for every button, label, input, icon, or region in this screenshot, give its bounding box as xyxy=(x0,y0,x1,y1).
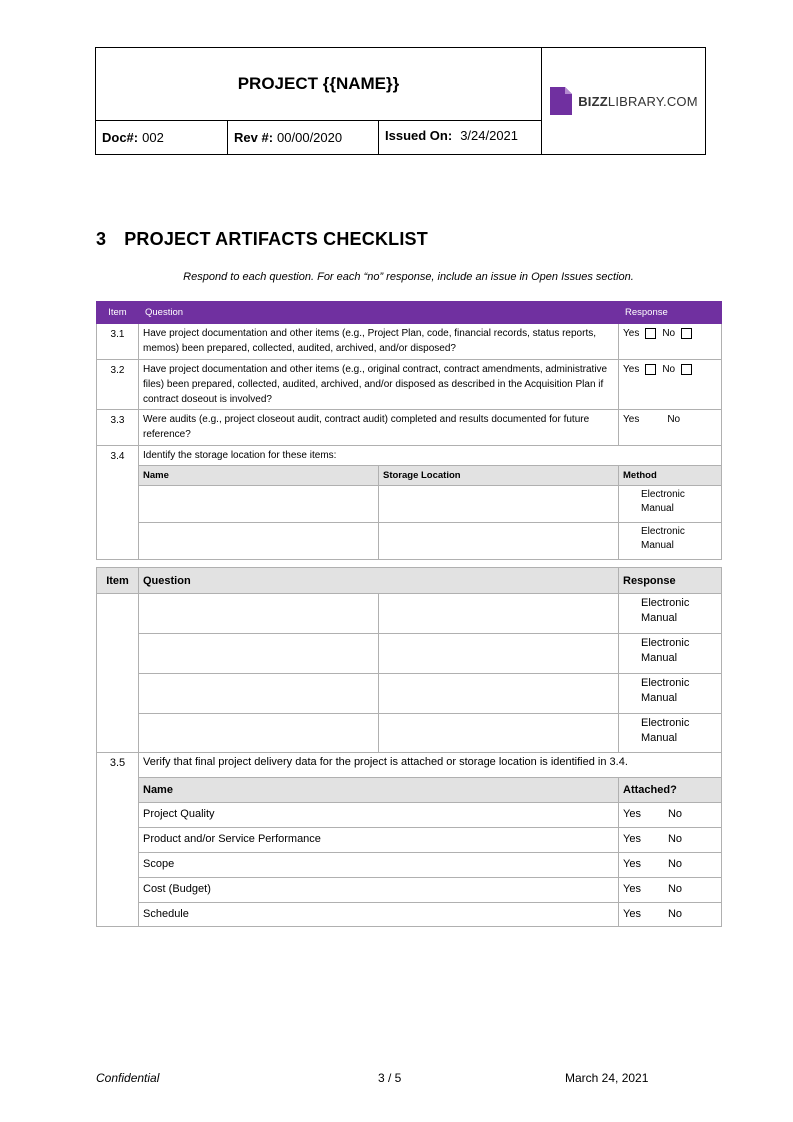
footer-date: March 24, 2021 xyxy=(565,1071,649,1085)
yes-checkbox[interactable] xyxy=(645,328,656,339)
artifacts-checklist-table-continued xyxy=(96,567,722,927)
header-item: Item xyxy=(97,302,139,324)
storage-row xyxy=(97,634,722,674)
issued-cell: Issued On: 3/24/2021 xyxy=(379,121,542,154)
doc-number-cell: Doc#: 002 xyxy=(96,121,228,154)
attached-cell: Yes No xyxy=(619,853,722,878)
delivery-data-row xyxy=(97,878,722,903)
sub-header-row xyxy=(97,778,722,803)
storage-input-cell[interactable] xyxy=(379,523,619,560)
delivery-item-name: Scope xyxy=(139,853,619,878)
item-number: 3.5 xyxy=(97,753,139,927)
delivery-item-name: Schedule xyxy=(139,903,619,927)
header-method: Method xyxy=(619,466,722,486)
question-text: Identify the storage location for these items: xyxy=(139,446,722,466)
question-text: Were audits (e.g., project closeout audit, contract audit) completed and results documented for future reference? xyxy=(139,410,619,446)
delivery-data-row xyxy=(97,903,722,927)
question-text: Have project documentation and other items (e.g., original contract, contract amendments, administrative files) been prepared, collected, audited, archived, and/or disposed as described in the Acquisition Plan if contract doseout is involved? xyxy=(139,360,619,410)
storage-row xyxy=(97,674,722,714)
company-logo xyxy=(542,48,706,154)
table-row xyxy=(97,324,722,360)
method-cell: Electronic Manual xyxy=(619,634,722,674)
revision-cell: Rev #: 00/00/2020 xyxy=(228,121,379,154)
table-row xyxy=(97,446,722,466)
response-cell: Yes No xyxy=(619,324,722,360)
table-row xyxy=(97,753,722,778)
name-input-cell[interactable] xyxy=(139,714,379,753)
footer-confidential: Confidential xyxy=(96,1071,160,1085)
footer-page-number: 3 / 5 xyxy=(378,1071,402,1085)
attached-cell: Yes No xyxy=(619,878,722,903)
storage-input-cell[interactable] xyxy=(379,674,619,714)
storage-row xyxy=(97,486,722,523)
item-number xyxy=(97,594,139,753)
storage-input-cell[interactable] xyxy=(379,486,619,523)
header-question: Question xyxy=(139,568,619,594)
question-text: Have project documentation and other items (e.g., Project Plan, code, financial records, status reports, memos) been prepared, collected, audited, archived, and/or disposed? xyxy=(139,324,619,360)
header-name: Name xyxy=(139,466,379,486)
header-attached: Attached? xyxy=(619,778,722,803)
yes-checkbox[interactable] xyxy=(645,364,656,375)
delivery-item-name: Cost (Budget) xyxy=(139,878,619,903)
no-checkbox[interactable] xyxy=(681,364,692,375)
method-cell: Electronic Manual xyxy=(619,674,722,714)
sub-header-row xyxy=(97,466,722,486)
delivery-data-row xyxy=(97,803,722,828)
project-title: PROJECT {{NAME}} xyxy=(96,48,542,121)
header-question: Question xyxy=(139,302,619,324)
item-number: 3.2 xyxy=(97,360,139,410)
attached-cell: Yes No xyxy=(619,803,722,828)
storage-input-cell[interactable] xyxy=(379,634,619,674)
question-text: Verify that final project delivery data for the project is attached or storage location is identified in 3.4. xyxy=(139,753,722,778)
name-input-cell[interactable] xyxy=(139,523,379,560)
method-cell: Electronic Manual xyxy=(619,594,722,634)
delivery-data-row xyxy=(97,828,722,853)
response-cell: Yes No xyxy=(619,360,722,410)
table-header-row xyxy=(97,302,722,324)
storage-row xyxy=(97,523,722,560)
table-header-row xyxy=(97,568,722,594)
document-header xyxy=(95,47,706,155)
artifacts-checklist-table xyxy=(96,301,722,560)
method-cell: Electronic Manual xyxy=(619,523,722,560)
name-input-cell[interactable] xyxy=(139,486,379,523)
delivery-item-name: Project Quality xyxy=(139,803,619,828)
header-response: Response xyxy=(619,302,722,324)
logo-document-icon xyxy=(550,87,572,115)
header-response: Response xyxy=(619,568,722,594)
storage-input-cell[interactable] xyxy=(379,714,619,753)
instruction-text: Respond to each question. For each “no” response, include an issue in Open Issues section. xyxy=(183,271,634,283)
delivery-item-name: Product and/or Service Performance xyxy=(139,828,619,853)
item-number: 3.1 xyxy=(97,324,139,360)
table-row xyxy=(97,410,722,446)
attached-cell: Yes No xyxy=(619,828,722,853)
attached-cell: Yes No xyxy=(619,903,722,927)
delivery-data-row xyxy=(97,853,722,878)
header-name: Name xyxy=(139,778,619,803)
header-storage-location: Storage Location xyxy=(379,466,619,486)
logo-text: BIZZLIBRARY.COM xyxy=(578,93,698,109)
response-cell: Yes No xyxy=(619,410,722,446)
section-heading: 3 PROJECT ARTIFACTS CHECKLIST xyxy=(96,229,428,249)
method-cell: Electronic Manual xyxy=(619,486,722,523)
method-cell: Electronic Manual xyxy=(619,714,722,753)
table-row xyxy=(97,360,722,410)
storage-row xyxy=(97,714,722,753)
name-input-cell[interactable] xyxy=(139,634,379,674)
item-number: 3.3 xyxy=(97,410,139,446)
header-item: Item xyxy=(97,568,139,594)
storage-input-cell[interactable] xyxy=(379,594,619,634)
storage-row xyxy=(97,594,722,634)
name-input-cell[interactable] xyxy=(139,674,379,714)
name-input-cell[interactable] xyxy=(139,594,379,634)
item-number: 3.4 xyxy=(97,446,139,560)
no-checkbox[interactable] xyxy=(681,328,692,339)
